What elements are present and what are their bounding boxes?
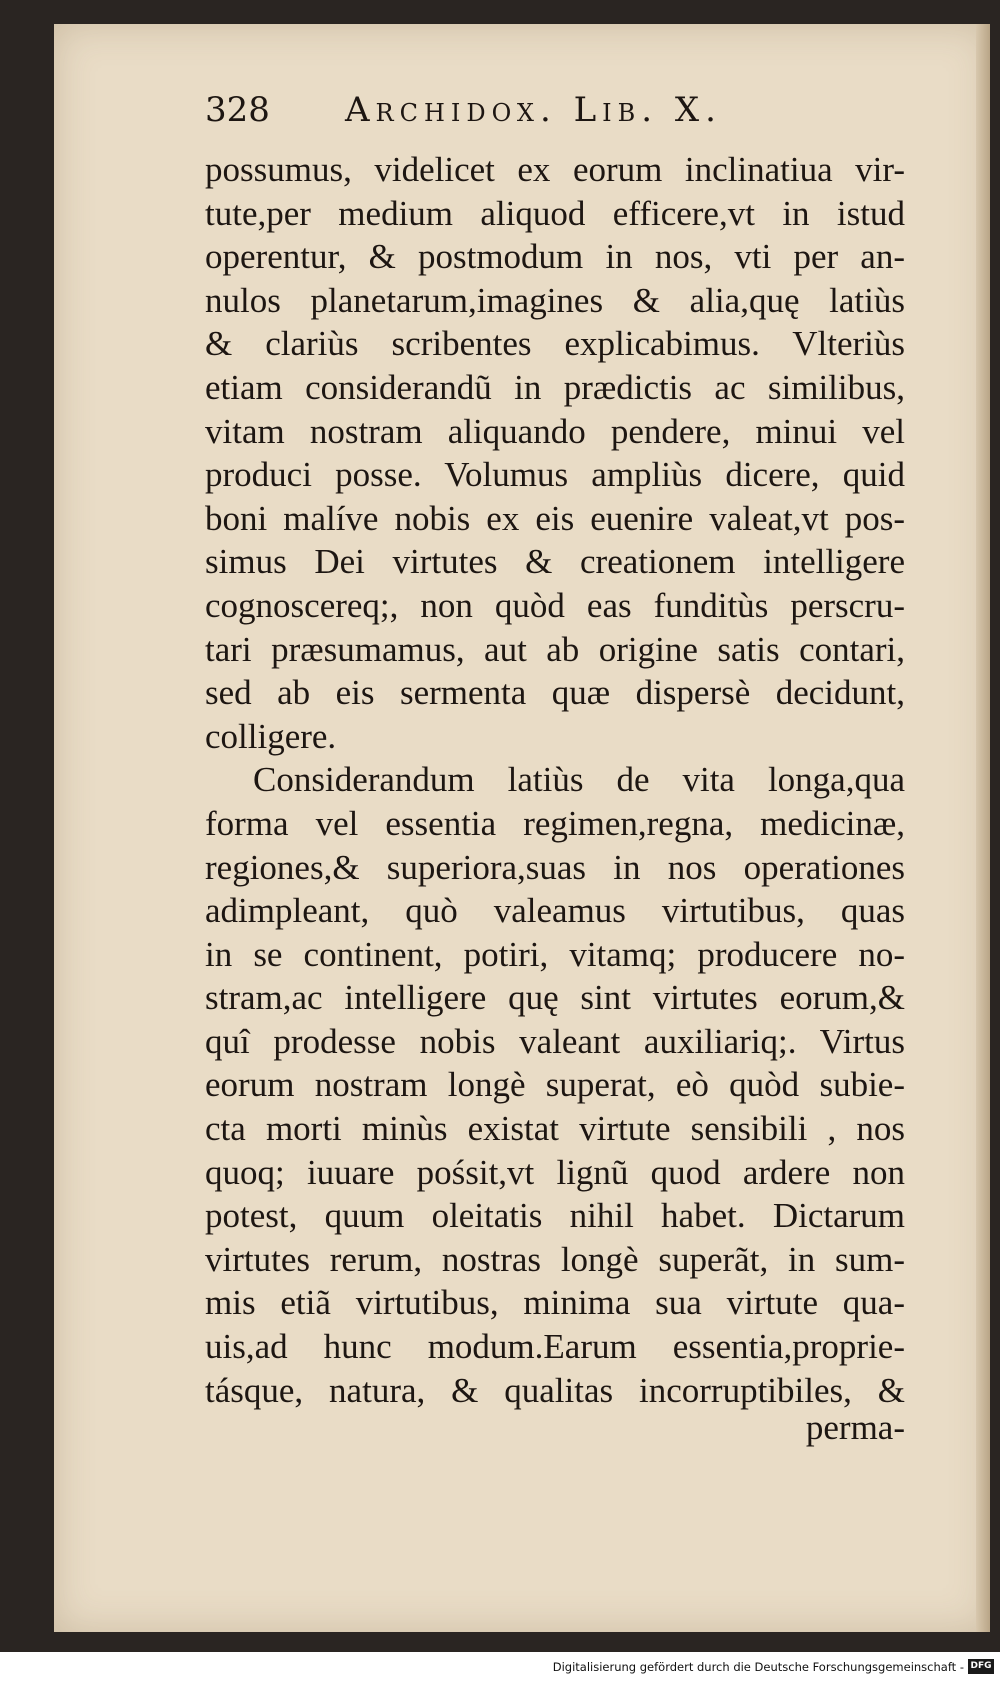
text-line: virtutes rerum, nostras longè superãt, in sum- <box>205 1239 905 1279</box>
dfg-logo: DFG <box>968 1659 994 1674</box>
text-line: nulos planetarum,imagines & alia,quę latiùs <box>205 280 905 320</box>
text-line: potest, quum oleitatis nihil habet. Dictarum <box>205 1196 905 1236</box>
text-line: quoq; iuuare pośsit,vt lignũ quod ardere non <box>205 1152 905 1192</box>
text-line: cta morti minùs existat virtute sensibili , nos <box>205 1109 905 1149</box>
text-line: sed ab eis sermenta quæ dispersè decidunt, <box>205 673 905 713</box>
text-line: uis,ad hunc modum.Earum essentia,proprie- <box>205 1327 905 1367</box>
text-line: in se continent, potiri, vitamq; producere no- <box>205 934 905 974</box>
body-text <box>205 148 905 1412</box>
page-number: 328 <box>205 90 270 130</box>
text-line: boni malíve nobis ex eis euenire valeat,vt pos- <box>205 498 905 538</box>
text-line: produci posse. Volumus ampliùs dicere, quid <box>205 455 905 495</box>
text-line: etiam considerandũ in prædictis ac similibus, <box>205 367 905 407</box>
digitization-footer <box>0 1652 1000 1683</box>
footer-credit: Digitalisierung gefördert durch die Deutsche Forschungsgemeinschaft - <box>552 1660 964 1674</box>
text-line: colligere. <box>205 716 337 756</box>
text-line: tari præsumamus, aut ab origine satis contari, <box>205 629 905 669</box>
text-line: vitam nostram aliquando pendere, minui vel <box>205 411 905 451</box>
text-line: forma vel essentia regimen,regna, medicinæ, <box>205 803 905 843</box>
text-line: adimpleant, quò valeamus virtutibus, quas <box>205 891 905 931</box>
text-line: tute,per medium aliquod efficere,vt in istud <box>205 193 905 233</box>
text-line: eorum nostram longè superat, eò quòd subie- <box>205 1065 905 1105</box>
text-line: simus Dei virtutes & creationem intelligere <box>205 542 905 582</box>
text-line: cognoscereq;, non quòd eas funditùs perscru- <box>205 585 905 625</box>
text-line: regiones,& superiora,suas in nos operationes <box>205 847 905 887</box>
catchword: perma- <box>805 1408 905 1447</box>
text-line: operentur, & postmodum in nos, vti per an- <box>205 237 905 277</box>
page-edge <box>976 24 990 1632</box>
text-line: Considerandum latiùs de vita longa,qua <box>253 760 905 800</box>
text-line: stram,ac intelligere quę sint virtutes eorum,& <box>205 978 905 1018</box>
text-line: mis etiã virtutibus, minima sua virtute qua- <box>205 1283 905 1323</box>
page-header <box>205 90 845 140</box>
text-line: quî prodesse nobis valeant auxiliariq;. Virtus <box>205 1021 905 1061</box>
text-line: tásque, natura, & qualitas incorruptibiles, & <box>205 1370 905 1410</box>
text-line: possumus, videlicet ex eorum inclinatiua vir- <box>205 150 905 189</box>
running-head: Archidox. Lib. X. <box>345 90 722 130</box>
text-line: & clariùs scribentes explicabimus. Vlteriùs <box>205 324 905 364</box>
